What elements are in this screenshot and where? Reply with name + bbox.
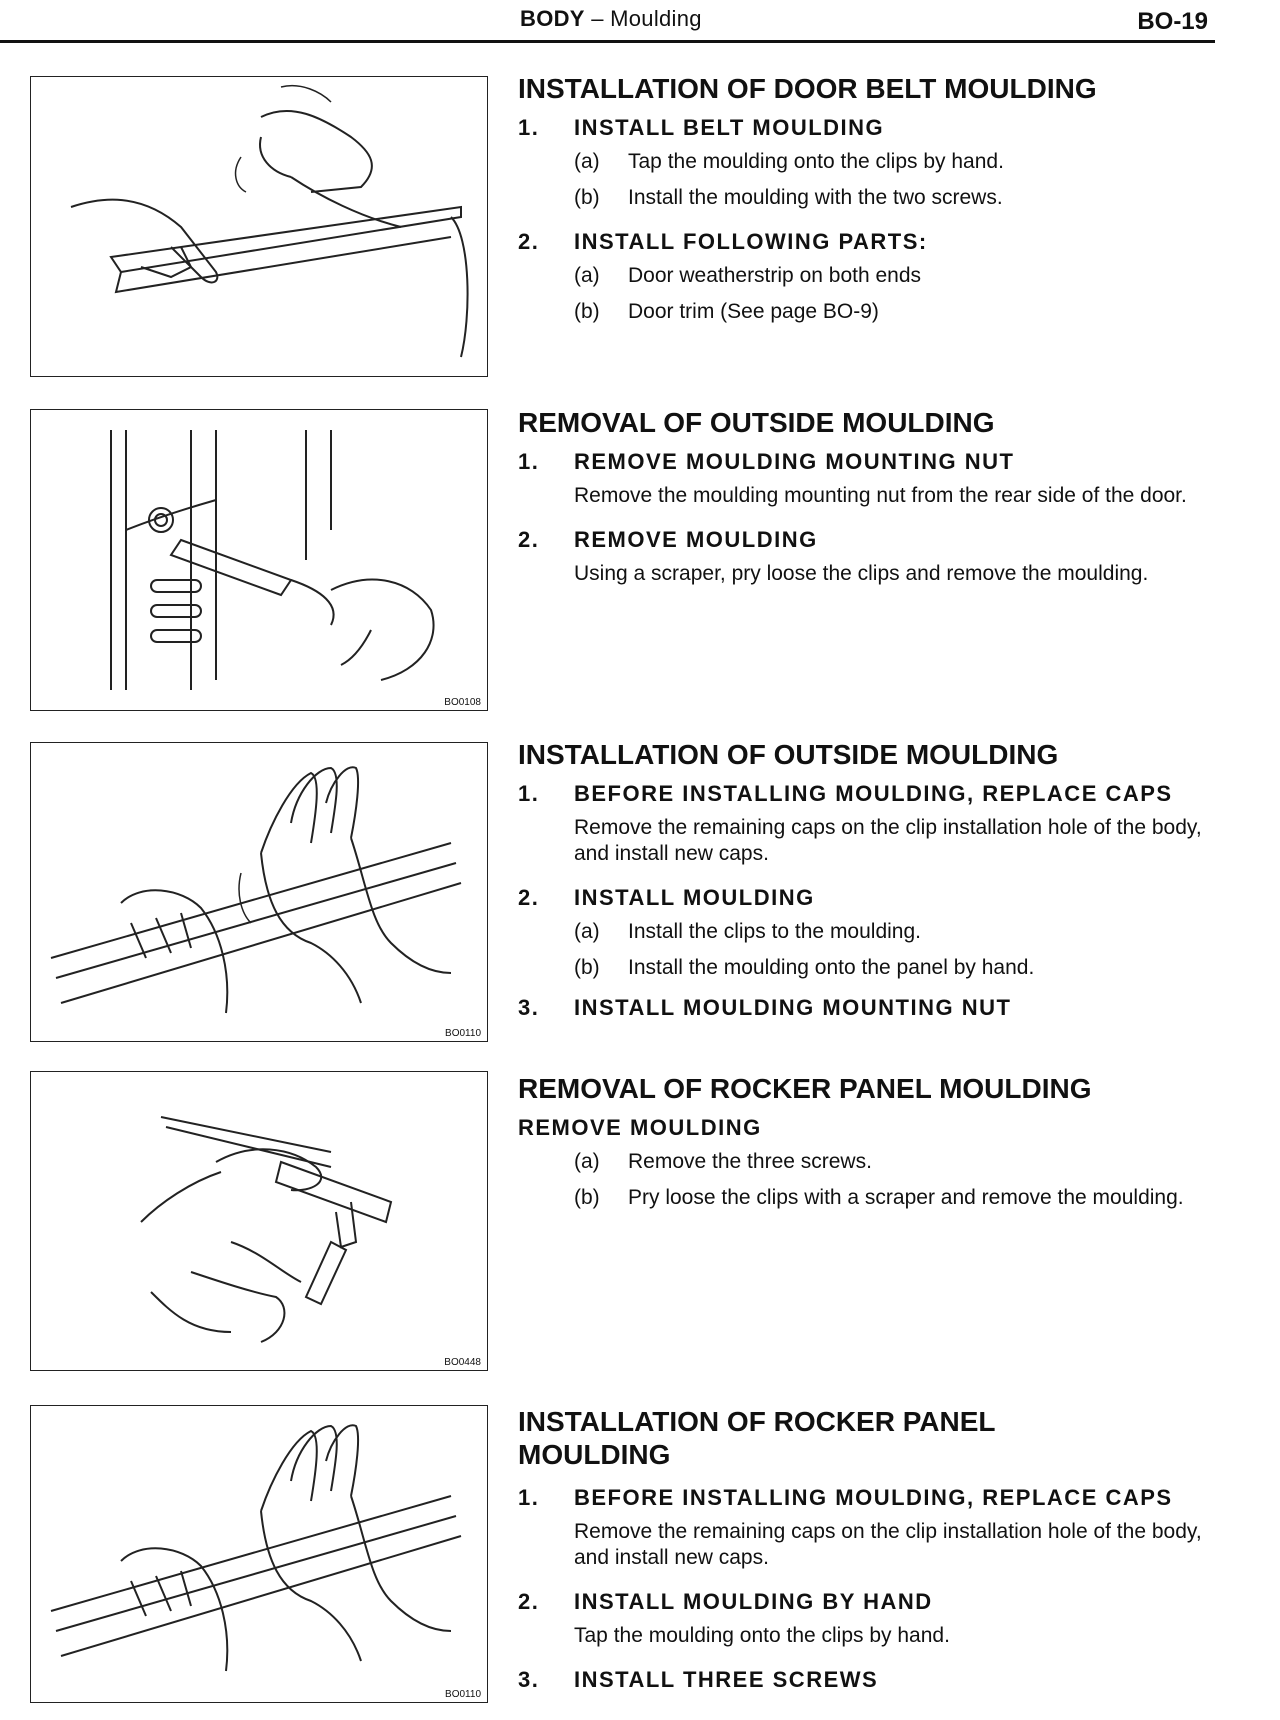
- figure-code: BO0110: [445, 1028, 481, 1039]
- section-title: INSTALLATION OF OUTSIDE MOULDING: [518, 739, 1059, 770]
- step-text: Remove the remaining caps on the clip installation hole of the body, and install new caps.: [574, 1520, 1202, 1569]
- belt-moulding-illustration: [31, 77, 487, 376]
- step-heading: 1. REMOVE MOULDING MOUNTING NUT: [518, 449, 1015, 474]
- step-text: Remove the moulding mounting nut from the rear side of the door.: [574, 484, 1187, 507]
- section-title: REMOVAL OF ROCKER PANEL MOULDING: [518, 1073, 1092, 1104]
- step-heading: 3. INSTALL THREE SCREWS: [518, 1667, 879, 1692]
- step-heading: 2. INSTALL MOULDING: [518, 885, 815, 910]
- sub-item: (a) Install the clips to the moulding.: [574, 920, 921, 943]
- step-heading: 2. REMOVE MOULDING: [518, 527, 818, 552]
- step-heading: 1. INSTALL BELT MOULDING: [518, 115, 885, 140]
- section-install-rocker-panel-moulding: [518, 1405, 1218, 1701]
- figure-outside-moulding: [30, 742, 488, 1042]
- page-header: BODY – Moulding: [520, 6, 702, 31]
- figure-code: BO0110: [445, 1689, 481, 1700]
- rocker-removal-illustration: [31, 1072, 487, 1370]
- step-heading: 2. INSTALL MOULDING BY HAND: [518, 1589, 933, 1614]
- figure-belt-moulding: [30, 76, 488, 377]
- section-title: INSTALLATION OF DOOR BELT MOULDING: [518, 73, 1097, 104]
- figure-rocker-removal: [30, 1071, 488, 1371]
- outside-moulding-illustration: [31, 743, 487, 1041]
- section-title: REMOVAL OF OUTSIDE MOULDING: [518, 407, 995, 438]
- sub-heading: REMOVE MOULDING: [518, 1115, 762, 1140]
- sub-item: (a) Door weatherstrip on both ends: [574, 264, 922, 287]
- sub-item: (b) Door trim (See page BO-9): [574, 300, 879, 323]
- step-text: Using a scraper, pry loose the clips and remove the moulding.: [574, 562, 1149, 585]
- sub-item: (b) Pry loose the clips with a scraper and remove the moulding.: [574, 1186, 1184, 1209]
- header-rule: [0, 40, 1215, 43]
- step-heading: 1. BEFORE INSTALLING MOULDING, REPLACE CAPS: [518, 781, 1173, 806]
- step-heading: 2. INSTALL FOLLOWING PARTS:: [518, 229, 928, 254]
- sub-item: (b) Install the moulding onto the panel by hand.: [574, 956, 1035, 979]
- page-number: BO-19: [1137, 8, 1208, 35]
- section-removal-outside-moulding: [518, 406, 1218, 605]
- section-install-door-belt-moulding: [518, 72, 1218, 335]
- step-text: Remove the remaining caps on the clip installation hole of the body, and install new caps.: [574, 816, 1202, 865]
- header-section: BODY: [520, 6, 585, 31]
- figure-rocker-install: [30, 1405, 488, 1703]
- sub-item: (b) Install the moulding with the two screws.: [574, 186, 1003, 209]
- rocker-install-illustration: [31, 1406, 487, 1702]
- step-heading: 3. INSTALL MOULDING MOUNTING NUT: [518, 995, 1012, 1020]
- figure-mounting-nut: [30, 409, 488, 711]
- figure-code: BO0108: [444, 697, 481, 708]
- section-removal-rocker-panel-moulding: [518, 1072, 1218, 1221]
- header-subsection: Moulding: [610, 6, 702, 31]
- figure-code: BO0448: [444, 1357, 481, 1368]
- step-heading: 1. BEFORE INSTALLING MOULDING, REPLACE CAPS: [518, 1485, 1173, 1510]
- step-text: Tap the moulding onto the clips by hand.: [574, 1624, 950, 1647]
- sub-item: (a) Remove the three screws.: [574, 1150, 872, 1173]
- mounting-nut-illustration: [31, 410, 487, 710]
- section-title: INSTALLATION OF ROCKER PANEL MOULDING: [518, 1406, 996, 1470]
- section-install-outside-moulding: [518, 738, 1218, 1029]
- sub-item: (a) Tap the moulding onto the clips by hand.: [574, 150, 1004, 173]
